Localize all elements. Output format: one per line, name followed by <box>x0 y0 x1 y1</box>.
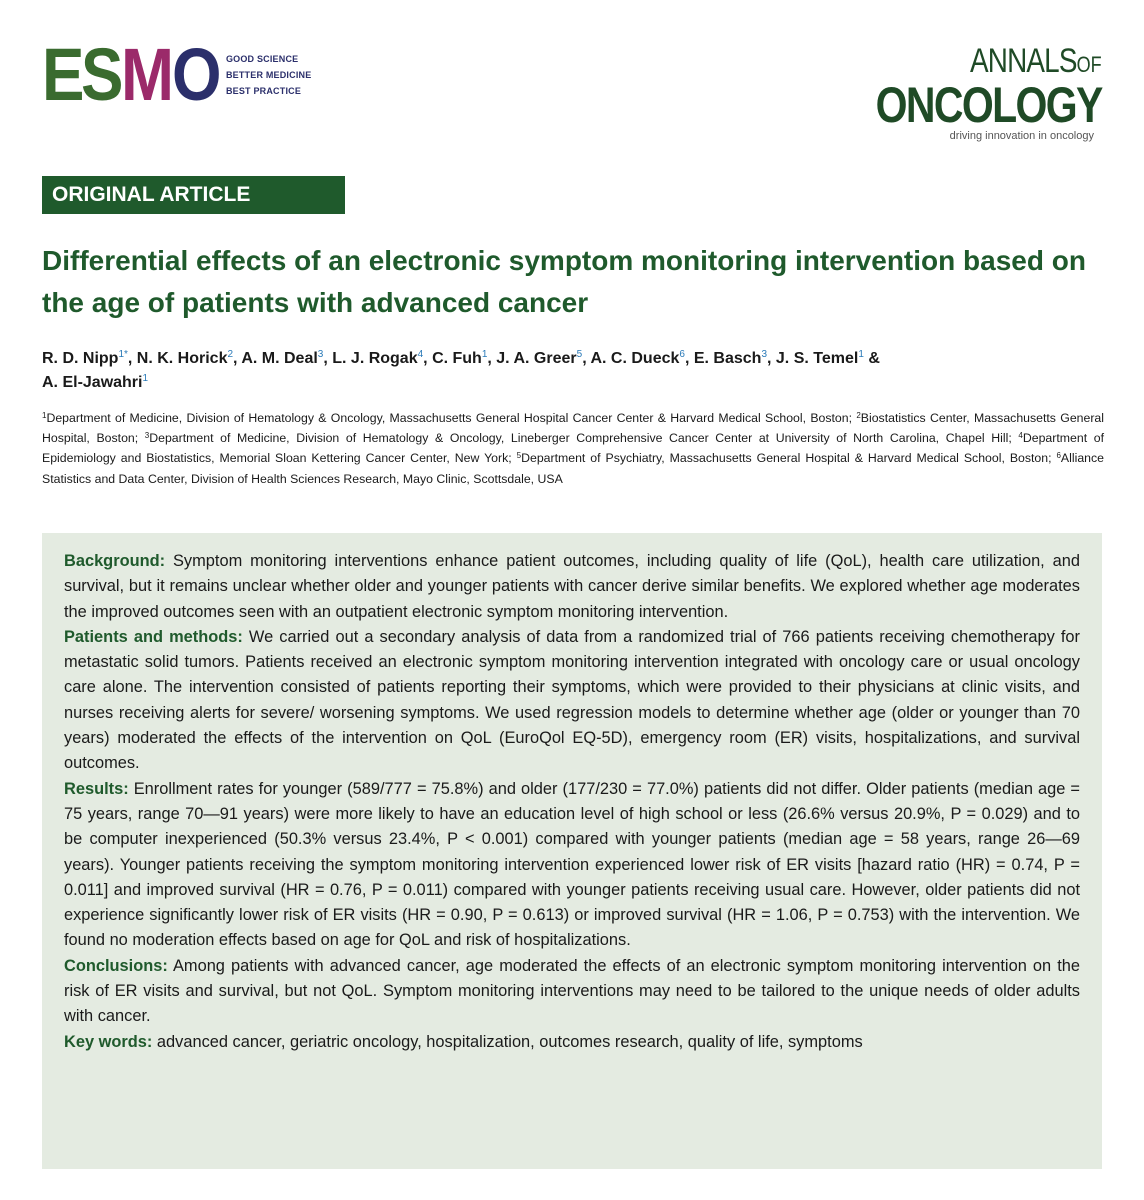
affiliations <box>42 408 1104 489</box>
author-separator: , <box>582 350 591 367</box>
article-title: Differential effects of an electronic symptom monitoring intervention based on the age of patients with advanced cancer <box>42 245 1086 318</box>
affiliation-text: Department of Psychiatry, Massachusetts General Hospital & Harvard Medical School, Boston; <box>521 451 1057 466</box>
author-name: A. El-Jawahri <box>42 374 143 391</box>
affiliation-number: 4 <box>1018 431 1023 441</box>
section-text: Among patients with advanced cancer, age moderated the effects of an electronic symptom monitoring intervention on the risk of ER visits and survival, but not QoL. Symptom monitoring interventions may need to be tailored to the unique needs of older adults with cancer. <box>64 956 1080 1026</box>
esmo-taglines <box>226 54 312 97</box>
author-separator: & <box>863 350 880 367</box>
affiliation-text: Department of Medicine, Division of Hematology & Oncology, Lineberger Comprehensive Cancer Center at University of North Carolina, Chapel Hill; <box>149 431 1019 446</box>
author-affiliation-link[interactable]: 5 <box>576 349 583 360</box>
affiliation-number: 3 <box>144 431 150 441</box>
journal-logo <box>826 44 1102 142</box>
author-affiliation-link[interactable]: 2 <box>227 349 234 360</box>
author-name: J. A. Greer <box>496 350 577 367</box>
author-name: A. C. Dueck <box>590 350 680 367</box>
author-name: A. M. Deal <box>241 350 318 367</box>
affiliation-number: 1 <box>42 411 47 420</box>
esmo-wordmark <box>42 33 220 116</box>
section-text: advanced cancer, geriatric oncology, hospitalization, outcomes research, quality of life, symptoms <box>152 1032 863 1051</box>
affiliation-text: Department of Epidemiology and Biostatistics, Memorial Sloan Kettering Cancer Center, New York; <box>42 431 1104 466</box>
author-affiliation-link[interactable]: 1 <box>481 349 488 360</box>
section-text: Symptom monitoring interventions enhance patient outcomes, including quality of life (QoL), health care utilization, and survival, but it remains unclear whether older and younger patients with cancer derive similar benefits. We explored whether age moderates the improved outcomes seen with an outpatient electronic symptom monitoring intervention. <box>64 552 1080 621</box>
abstract-keywords <box>64 1030 1080 1055</box>
author-separator: , <box>233 350 242 367</box>
journal-name-main: ONCOLOGY <box>875 77 1102 133</box>
section-heading: Results: <box>64 779 129 798</box>
author-separator: , <box>423 350 433 367</box>
esmo-letter-o: O <box>172 33 219 116</box>
affiliation-text: Alliance Statistics and Data Center, Division of Health Sciences Research, Mayo Clinic, Scottsdale, USA <box>42 451 1104 486</box>
author-affiliation-link[interactable]: 1 <box>142 373 149 384</box>
esmo-letter-e: E <box>42 33 82 116</box>
author-separator: , <box>684 350 694 367</box>
abstract-methods <box>64 625 1080 777</box>
affiliation-text: Department of Medicine, Division of Hematology & Oncology, Massachusetts General Hospital Cancer Center & Harvard Medical School, Boston; <box>46 411 857 425</box>
author-separator: , <box>767 350 776 367</box>
author-name: C. Fuh <box>432 350 482 367</box>
section-heading: Patients and methods: <box>64 627 243 646</box>
esmo-tagline: BETTER MEDICINE <box>225 69 312 80</box>
section-heading: Background: <box>64 552 166 570</box>
journal-annals: ANNALS <box>970 42 1077 80</box>
author-affiliation-link[interactable]: 6 <box>679 349 685 360</box>
author-affiliation-link[interactable]: 3 <box>761 349 768 360</box>
esmo-letter-s: S <box>81 33 121 116</box>
author-affiliation-link[interactable]: 1* <box>118 349 128 360</box>
affiliation-number: 5 <box>516 451 522 461</box>
article-type-banner: ORIGINAL ARTICLE <box>42 176 345 214</box>
abstract-results <box>64 777 1080 954</box>
author-affiliation-link[interactable]: 1 <box>858 349 864 360</box>
affiliation-number: 6 <box>1056 451 1061 461</box>
journal-of: OF <box>1076 52 1102 77</box>
author-affiliation-link[interactable]: 4 <box>417 349 424 360</box>
esmo-logo <box>42 33 312 116</box>
author-name: E. Basch <box>693 350 762 367</box>
section-text: Enrollment rates for younger (589/777 = 75.8%) and older (177/230 = 77.0%) patients did not differ. Older patients (median age = 75 years, range 70—91 years) were more likely to have an education level of high school or less (26.6% versus 20.9%, P = 0.029) and to be computer inexperienced (50.3% versus 23.4%, P < 0.001) compared with younger patients (median age = 58 years, range 26—69 years). Younger patients receiving the symptom monitoring intervention experienced lower risk of ER visits [hazard ratio (HR) = 0.74, P = 0.011] and improved survival (HR = 0.76, P = 0.011) compared with younger patients receiving usual care. However, older patients did not experience significantly lower risk of ER visits (HR = 0.90, P = 0.613) or improved survival (HR = 1.06, P = 0.753) with the intervention. We found no moderation effects based on age for QoL and risk of hospitalizations. <box>64 779 1080 950</box>
author-name: L. J. Rogak <box>332 350 418 367</box>
esmo-tagline: BEST PRACTICE <box>225 85 302 96</box>
author-list <box>42 347 1102 395</box>
abstract-box <box>42 533 1102 1169</box>
esmo-letter-m: M <box>120 33 171 116</box>
author-name: N. K. Horick <box>136 350 228 367</box>
journal-tagline: driving innovation in oncology <box>949 130 1094 142</box>
affiliation-text: Biostatistics Center, Massachusetts General Hospital, Boston; <box>42 411 1105 446</box>
esmo-tagline: GOOD SCIENCE <box>225 53 299 64</box>
author-separator: , <box>323 350 333 367</box>
author-separator: , <box>127 350 137 367</box>
section-text: We carried out a secondary analysis of data from a randomized trial of 766 patients receiving chemotherapy for metastatic solid tumors. Patients received an electronic symptom monitoring intervention integrated with oncology care or usual oncology care alone. The intervention consisted of patients reporting their symptoms, which were provided to their physicians at clinic visits, and nurses receiving alerts for severe/ worsening symptoms. We used regression models to determine whether age (older or younger than 70 years) moderated the effects of the intervention on QoL (EuroQol EQ-5D), emergency room (ER) visits, hospitalizations, and survival outcomes. <box>64 627 1080 773</box>
abstract-conclusions <box>64 954 1080 1030</box>
author-name: J. S. Temel <box>775 350 859 367</box>
author-affiliation-link[interactable]: 3 <box>317 349 324 360</box>
section-heading: Key words: <box>64 1032 153 1051</box>
abstract-background <box>64 549 1080 625</box>
author-name: R. D. Nipp <box>42 350 119 367</box>
affiliation-number: 2 <box>856 411 861 420</box>
author-separator: , <box>487 350 497 367</box>
section-heading: Conclusions: <box>64 956 168 975</box>
